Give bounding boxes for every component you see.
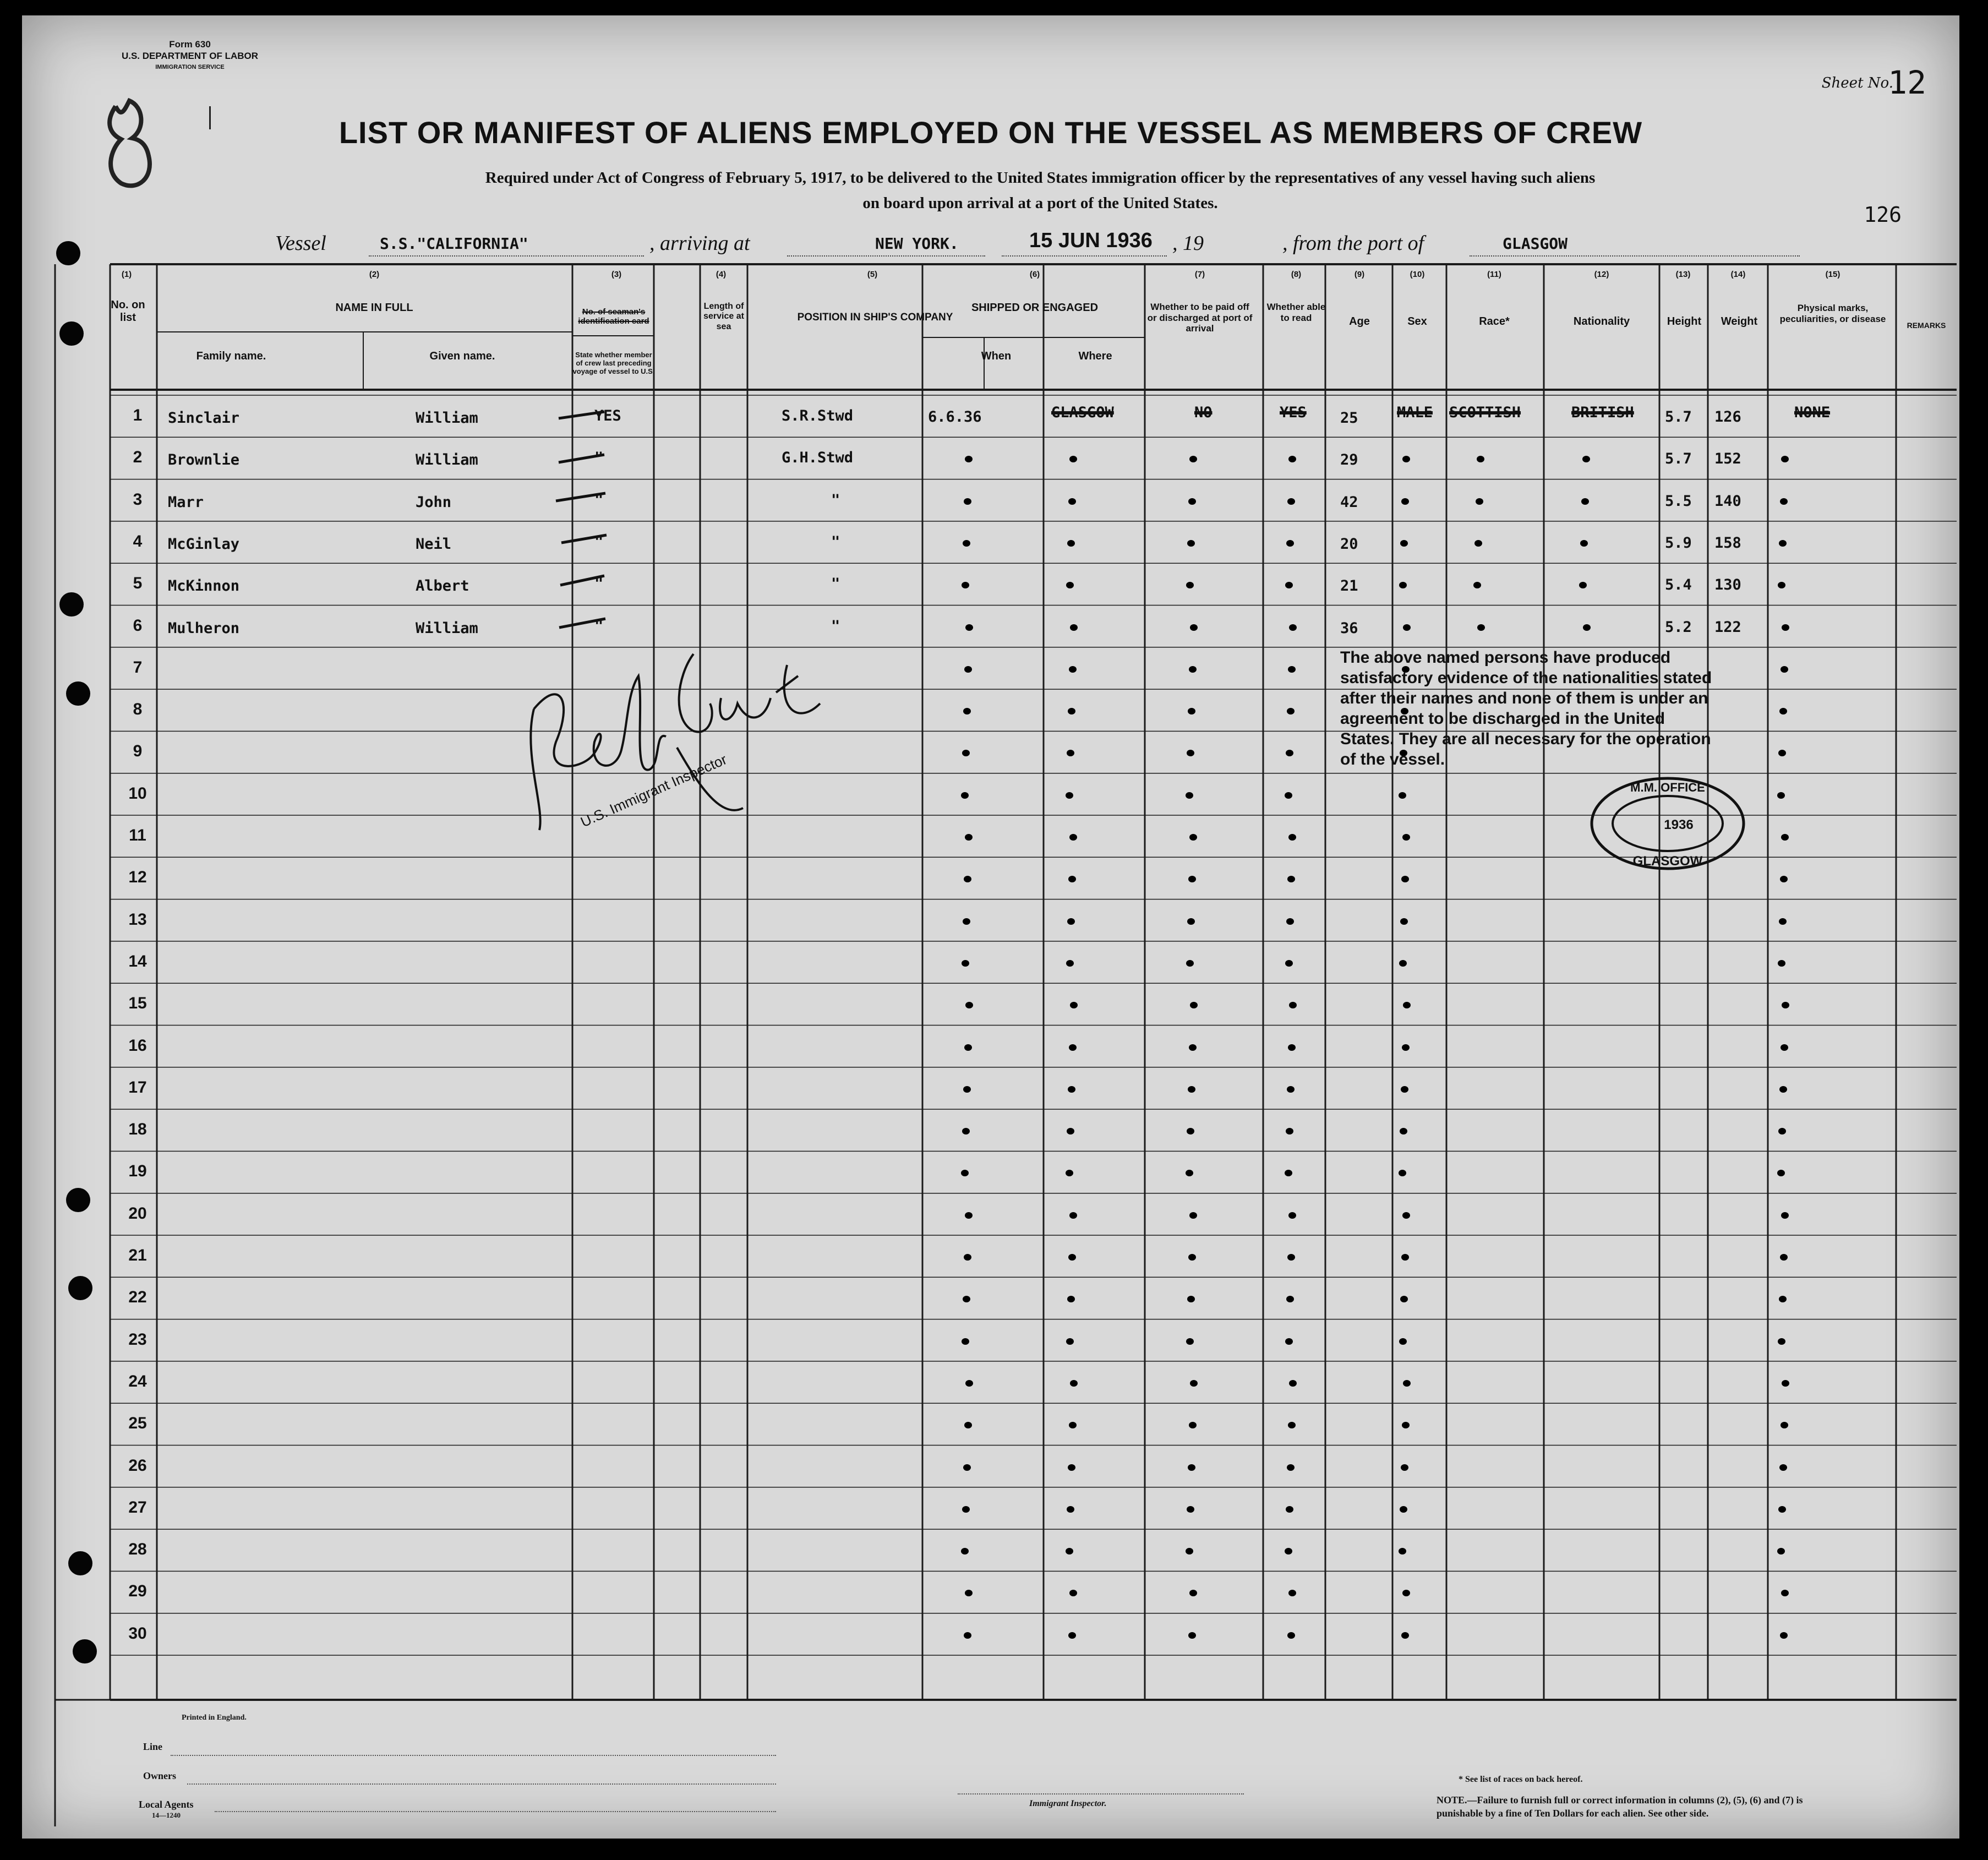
ditto-mark [962,1338,969,1345]
ditto-mark [1188,1254,1196,1261]
form-code: 14—1240 [152,1811,181,1819]
row-number: 26 [128,1456,147,1475]
stamp-date: 1936 [1664,817,1694,832]
age-cell: 42 [1340,493,1358,511]
previous-voyage-cell: " [594,491,604,509]
ditto-mark [1780,1254,1788,1261]
height-cell: 5.9 [1665,534,1692,552]
col-number-6: (6) [1029,270,1040,279]
ditto-mark [1778,960,1785,967]
line-field [171,1755,776,1756]
ditto-mark [1289,1380,1297,1387]
ditto-mark [1070,624,1078,631]
position-cell: S.R.Stwd [782,407,854,424]
ditto-mark [1188,1464,1195,1471]
nationality-statement: The above named persons have produced satisfactory evidence of the nationalities stated after their names and none of them is under an agreement to be discharged in the United States. They are all necessary for the operation of the vessel. [1340,648,1712,768]
ditto-mark [1476,498,1483,505]
weight-cell: 140 [1714,492,1741,510]
ditto-mark [964,498,971,505]
weight-cell: 158 [1714,534,1741,552]
service-name: IMMIGRATION SERVICE [155,64,225,70]
ditto-mark [1583,624,1591,631]
ditto-mark [1782,1380,1789,1387]
ditto-mark [1287,1254,1295,1261]
row-number: 19 [128,1162,147,1181]
serial-number: 126 [1864,203,1902,227]
header-able-read: Whether able to read [1266,302,1326,323]
header-given-name: Given name. [429,350,495,362]
header-remarks: REMARKS [1907,321,1946,330]
header-position: POSITION IN SHIP'S COMPANY [797,312,953,323]
mm-office-stamp [1588,774,1747,873]
ditto-mark [1068,1464,1075,1471]
header-family-name: Family name. [196,350,266,362]
ditto-mark [1188,1632,1196,1639]
ditto-mark [1287,708,1295,714]
row-number: 2 [133,448,143,467]
arriving-label: , arriving at [649,232,750,255]
given-name-cell: William [416,410,478,427]
ditto-mark [965,1380,973,1387]
arrival-date: 15 JUN 1936 [1029,229,1153,252]
ditto-mark [1285,792,1292,799]
inspector-signature [512,643,864,841]
inspector-field [958,1793,1244,1794]
age-cell: 25 [1340,410,1358,427]
ditto-mark [1186,1338,1194,1345]
handwritten-dashes [539,401,627,654]
ditto-mark [1401,1464,1408,1471]
weight-cell: 130 [1714,576,1741,594]
ditto-mark [1067,1128,1074,1134]
ditto-mark [964,1044,972,1051]
header-paid-off: Whether to be paid off or discharged at port of arrival [1147,302,1253,334]
ditto-mark [1779,918,1787,925]
race-note: * See list of races on back hereof. [1459,1775,1583,1784]
ditto-mark [963,918,970,925]
row-number: 29 [128,1582,147,1601]
header-race: Race* [1479,315,1510,328]
ditto-mark [962,1128,970,1134]
header-height: Height [1667,315,1702,328]
row-number: 1 [133,406,143,424]
given-name-cell: Neil [416,535,452,553]
ditto-mark [1189,1044,1197,1051]
position-cell: " [831,575,840,593]
ditto-mark [1188,708,1195,714]
ditto-mark [964,1632,971,1639]
ditto-mark [1186,1548,1193,1554]
ditto-mark [1069,1212,1077,1219]
position-cell: G.H.Stwd [782,449,854,467]
ditto-mark [1068,708,1075,714]
previous-voyage-cell: " [594,449,604,467]
ditto-mark [1781,834,1789,841]
ditto-mark [963,708,971,714]
manifest-table-grid [22,15,1959,1839]
ditto-mark [1287,1086,1295,1093]
header-id-card: No. of seaman's identification card [578,307,649,326]
header-no-on-list: No. on list [111,299,145,324]
ditto-mark [1067,918,1075,925]
col-number-12: (12) [1594,270,1609,279]
row-number: 8 [133,700,143,719]
ditto-mark [1187,1128,1194,1134]
ditto-mark [962,960,969,967]
given-name-cell: William [416,451,478,469]
header-physical-marks: Physical marks, peculiarities, or disease [1779,303,1886,324]
ditto-mark [1186,792,1193,799]
ditto-mark [1285,1338,1293,1345]
col-number-1: (1) [121,270,132,279]
previous-voyage-cell: YES [594,407,621,424]
ditto-mark [1402,1044,1410,1051]
row-number: 11 [129,826,146,844]
ditto-mark [1288,1044,1296,1051]
ditto-mark [1778,1338,1785,1345]
ditto-mark [1403,1380,1411,1387]
ditto-mark [1189,666,1197,673]
row-number: 13 [128,910,147,929]
ditto-mark [1399,1548,1406,1554]
vessel-name: S.S."CALIFORNIA" [380,234,528,253]
ditto-mark [1286,540,1294,547]
ditto-mark [1286,1506,1293,1513]
ditto-mark [961,792,969,799]
ditto-mark [1402,834,1410,841]
ditto-mark [963,1086,971,1093]
ditto-mark [1781,1212,1789,1219]
family-name-cell: McGinlay [168,535,240,553]
ditto-mark [1400,918,1408,925]
header-nationality: Nationality [1573,315,1630,328]
ditto-mark [1066,1548,1073,1554]
ditto-mark [1399,1338,1407,1345]
departure-port: GLASGOW [1503,234,1568,253]
col-number-13: (13) [1675,270,1691,279]
position-cell: " [831,617,840,635]
ditto-mark [1189,834,1197,841]
ditto-mark [1066,792,1073,799]
ditto-mark [1067,540,1075,547]
height-cell: 5.2 [1665,618,1692,636]
ditto-mark [1777,792,1785,799]
ditto-mark [961,1548,969,1554]
ditto-mark [1289,624,1297,631]
header-where: Where [1078,350,1112,362]
row-number: 27 [128,1498,147,1517]
col-number-14: (14) [1730,270,1746,279]
race-cell: SCOTTISH [1449,404,1521,421]
col-number-4: (4) [716,270,727,279]
ditto-mark [1068,1086,1075,1093]
col-number-5: (5) [867,270,878,279]
able-read-cell: YES [1280,404,1307,421]
header-weight: Weight [1721,315,1758,328]
position-cell: " [831,533,840,550]
ditto-mark [1779,540,1787,547]
row-number: 24 [128,1372,147,1390]
ditto-mark [1068,498,1076,505]
line-label: Line [143,1741,163,1752]
printed-in-england: Printed in England. [182,1714,247,1722]
ditto-mark [1188,498,1196,505]
ditto-mark [1286,1128,1293,1134]
penalty-note: NOTE.—Failure to furnish full or correct information in columns (2), (5), (6) and (7) is punishable by a fine of Ten Dollars for each alien. See other side. [1437,1794,1803,1819]
header-length-service: Length of service at sea [703,302,744,331]
previous-voyage-cell: " [594,575,604,593]
age-cell: 36 [1340,619,1358,637]
ditto-mark [1581,498,1589,505]
row-number: 14 [128,952,147,970]
ditto-mark [1399,792,1406,799]
ditto-mark [1288,666,1296,673]
family-name-cell: Marr [168,493,204,511]
ditto-mark [1187,1506,1194,1513]
ditto-mark [1288,1212,1296,1219]
family-name-cell: Sinclair [168,410,240,427]
ditto-mark [1069,834,1077,841]
ditto-mark [1070,1380,1078,1387]
ditto-mark [1069,1044,1077,1051]
ditto-mark [1778,1506,1786,1513]
ditto-mark [1477,624,1485,631]
ditto-mark [1288,834,1296,841]
ditto-mark [1068,1632,1076,1639]
ditto-mark [1400,1506,1407,1513]
ditto-mark [1777,1548,1785,1554]
row-number: 9 [133,742,143,761]
ditto-mark [963,540,970,547]
ditto-mark [1399,960,1407,967]
sex-cell: MALE [1397,404,1433,421]
col-number-7: (7) [1194,270,1205,279]
row-number: 5 [133,574,143,593]
previous-voyage-cell: " [594,617,604,635]
col-number-11: (11) [1487,270,1501,279]
row-number: 6 [133,616,143,635]
col-number-15: (15) [1825,270,1840,279]
ditto-mark [1782,624,1789,631]
age-cell: 20 [1340,535,1358,553]
ditto-mark [1287,498,1295,505]
row-number: 16 [128,1036,147,1055]
family-name-cell: McKinnon [168,577,240,595]
given-name-cell: William [416,619,478,637]
arrival-port: NEW YORK. [875,234,959,253]
year-label: , 19 [1172,232,1204,255]
ditto-mark [1067,1506,1074,1513]
manifest-sheet [22,15,1959,1839]
row-number: 15 [128,994,147,1013]
ditto-mark [1401,1086,1408,1093]
ditto-mark [1187,540,1195,547]
nationality-cell: BRITISH [1571,404,1634,421]
ditto-mark [965,834,973,841]
ditto-mark [1401,498,1409,505]
local-agents-label: Local Agents [139,1799,194,1810]
ditto-mark [1069,666,1077,673]
row-number: 7 [133,658,143,677]
row-number: 17 [128,1078,147,1097]
ditto-mark [1403,624,1411,631]
row-number: 22 [128,1288,147,1307]
ditto-mark [1779,708,1787,714]
header-shipped-engaged: SHIPPED OR ENGAGED [971,302,1099,314]
col-number-8: (8) [1291,270,1302,279]
row-number: 21 [128,1246,147,1264]
ditto-mark [965,1212,973,1219]
height-cell: 5.7 [1665,450,1692,468]
col-number-2: (2) [369,270,380,279]
ditto-mark [1188,1086,1195,1093]
ditto-mark [1780,1632,1788,1639]
family-name-cell: Brownlie [168,451,240,469]
weight-cell: 152 [1714,450,1741,468]
row-number: 10 [128,784,147,803]
given-name-cell: John [416,493,452,511]
vessel-label: Vessel [275,232,326,255]
subtitle-line-1: Required under Act of Congress of February 5, 1917, to be delivered to the United States immigration officer by the representatives of any vessel having such aliens [485,169,1596,187]
height-cell: 5.5 [1665,492,1692,510]
ditto-mark [1287,1632,1295,1639]
col-number-3: (3) [611,270,622,279]
row-number: 28 [128,1540,147,1559]
header-previous-voyage: State whether member of crew last preceding voyage of vessel to U.S. [572,351,655,375]
row-number: 25 [128,1414,147,1433]
header-age: Age [1349,315,1370,328]
shipped-where-cell: GLASGOW [1051,404,1114,421]
sheet-number-label: Sheet No. [1821,75,1893,91]
ditto-mark [1066,960,1074,967]
ditto-mark [1286,918,1294,925]
header-sex: Sex [1407,315,1427,328]
age-cell: 29 [1340,451,1358,469]
ditto-mark [1068,1254,1076,1261]
row-number: 23 [128,1330,147,1349]
owners-field [187,1783,776,1785]
row-number: 30 [128,1624,147,1643]
ditto-mark [1285,960,1293,967]
ditto-mark [1781,1044,1788,1051]
from-label: , from the port of [1282,232,1424,255]
ditto-mark [1285,1548,1292,1554]
ditto-mark [962,1506,970,1513]
ditto-mark [1402,1212,1410,1219]
ditto-mark [1781,666,1788,673]
ditto-mark [1474,540,1482,547]
previous-voyage-cell: " [594,533,604,550]
col-number-10: (10) [1410,270,1425,279]
height-cell: 5.7 [1665,408,1692,426]
ditto-mark [1190,1380,1198,1387]
header-name-in-full: NAME IN FULL [335,302,413,314]
ditto-mark [963,1464,971,1471]
ditto-mark [1401,1632,1409,1639]
col-number-9: (9) [1354,270,1365,279]
ditto-mark [964,1254,971,1261]
row-number: 18 [128,1120,147,1139]
family-name-cell: Mulheron [168,619,240,637]
ditto-mark [1580,540,1588,547]
form-number: Form 630 [169,39,211,50]
ditto-mark [1066,1338,1074,1345]
row-number: 3 [133,490,143,509]
weight-cell: 122 [1714,618,1741,636]
ditto-mark [1186,960,1194,967]
weight-cell: 126 [1714,408,1741,426]
ditto-mark [1189,1212,1197,1219]
ditto-mark [1401,1254,1409,1261]
stamp-bottom-text: GLASGOW [1632,854,1703,869]
subtitle-line-2: on board upon arrival at a port of the United States. [862,194,1218,212]
ditto-mark [1780,498,1788,505]
row-number: 20 [128,1204,147,1223]
ditto-mark [964,666,972,673]
row-number: 12 [128,868,147,887]
row-number: 4 [133,532,143,550]
height-cell: 5.4 [1665,576,1692,594]
ditto-mark [1187,918,1195,925]
inspector-title: U.S. Immigrant Inspector [578,751,730,831]
ditto-mark [1400,1128,1407,1134]
sheet-number-value: 12 [1888,64,1926,101]
immigrant-inspector-label: Immigrant Inspector. [1029,1799,1107,1808]
physical-marks-cell: NONE [1794,404,1831,421]
ditto-mark [1778,1128,1786,1134]
ditto-mark [1190,624,1198,631]
stamp-top-text: M.M. OFFICE [1630,781,1705,794]
ditto-mark [1779,1464,1787,1471]
ditto-mark [1287,1464,1295,1471]
paid-off-cell: NO [1194,404,1213,421]
header-when: When [981,350,1012,362]
owners-label: Owners [143,1770,176,1781]
given-name-cell: Albert [416,577,469,595]
position-cell: " [831,491,840,509]
ditto-mark [1400,540,1408,547]
ditto-mark [965,624,973,631]
manifest-title: LIST OR MANIFEST OF ALIENS EMPLOYED ON THE VESSEL AS MEMBERS OF CREW [338,115,1643,150]
local-agents-field [215,1811,776,1812]
ditto-mark [1779,1086,1787,1093]
shipped-when-cell: 6.6.36 [928,408,982,426]
department-name: U.S. DEPARTMENT OF LABOR [121,51,259,61]
age-cell: 21 [1340,577,1358,595]
